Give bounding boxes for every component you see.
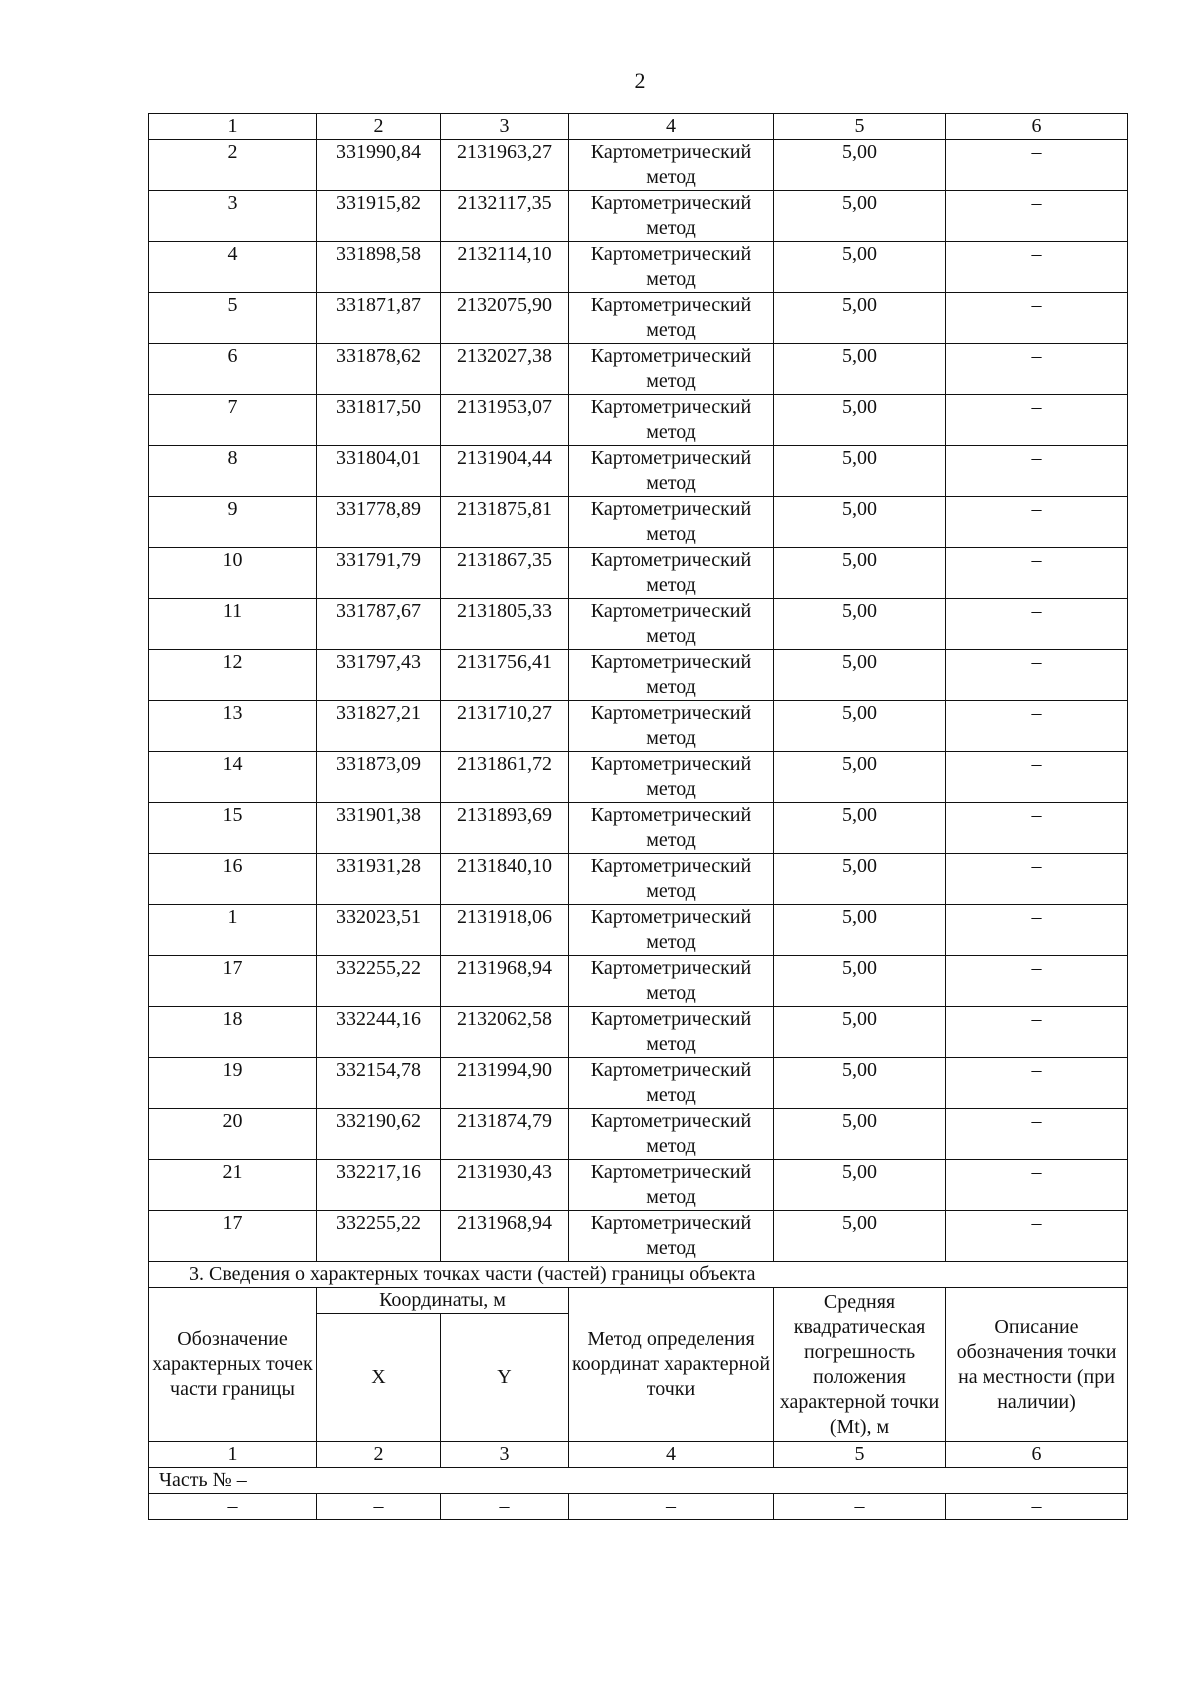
x-coordinate-cell: 331804,01 <box>317 446 441 497</box>
mt-cell: 5,00 <box>774 905 946 956</box>
point-number-cell: 20 <box>149 1109 317 1160</box>
description-cell: – <box>946 293 1128 344</box>
description-cell: – <box>946 905 1128 956</box>
y-coordinate-cell: 2131840,10 <box>441 854 569 905</box>
point-number-cell: 18 <box>149 1007 317 1058</box>
table-row <box>149 140 1128 191</box>
method-cell: Картометрический метод <box>569 752 774 803</box>
x-coordinate-cell: 331797,43 <box>317 650 441 701</box>
method-cell: Картометрический метод <box>569 242 774 293</box>
header-x: X <box>317 1314 441 1442</box>
table-row <box>149 803 1128 854</box>
y-coordinate-cell: 2131710,27 <box>441 701 569 752</box>
mt-cell: 5,00 <box>774 293 946 344</box>
table-row <box>149 1109 1128 1160</box>
x-coordinate-cell: 331931,28 <box>317 854 441 905</box>
column-number: 2 <box>317 1442 441 1468</box>
column-number: 6 <box>946 1442 1128 1468</box>
point-number-cell: 14 <box>149 752 317 803</box>
x-coordinate-cell: 331915,82 <box>317 191 441 242</box>
y-coordinate-cell: 2132062,58 <box>441 1007 569 1058</box>
mt-cell: 5,00 <box>774 344 946 395</box>
point-number-cell: 11 <box>149 599 317 650</box>
mt-cell: 5,00 <box>774 446 946 497</box>
description-cell: – <box>946 599 1128 650</box>
point-number-cell: 12 <box>149 650 317 701</box>
table-row <box>149 344 1128 395</box>
mt-cell: 5,00 <box>774 548 946 599</box>
part-row <box>149 1468 1128 1494</box>
header-point-designation: Обозначение характерных точек части границы <box>149 1288 317 1442</box>
dash-cell: – <box>774 1494 946 1520</box>
table-row <box>149 1211 1128 1262</box>
y-coordinate-cell: 2131953,07 <box>441 395 569 446</box>
method-cell: Картометрический метод <box>569 395 774 446</box>
point-number-cell: 9 <box>149 497 317 548</box>
method-cell: Картометрический метод <box>569 293 774 344</box>
table-row <box>149 1058 1128 1109</box>
column-number: 4 <box>569 114 774 140</box>
method-cell: Картометрический метод <box>569 905 774 956</box>
method-cell: Картометрический метод <box>569 344 774 395</box>
x-coordinate-cell: 331990,84 <box>317 140 441 191</box>
table-row <box>149 395 1128 446</box>
description-cell: – <box>946 140 1128 191</box>
mt-cell: 5,00 <box>774 599 946 650</box>
method-cell: Картометрический метод <box>569 701 774 752</box>
mt-cell: 5,00 <box>774 1160 946 1211</box>
method-cell: Картометрический метод <box>569 446 774 497</box>
point-number-cell: 7 <box>149 395 317 446</box>
y-coordinate-cell: 2131930,43 <box>441 1160 569 1211</box>
point-number-cell: 3 <box>149 191 317 242</box>
description-cell: – <box>946 650 1128 701</box>
x-coordinate-cell: 331871,87 <box>317 293 441 344</box>
method-cell: Картометрический метод <box>569 497 774 548</box>
description-cell: – <box>946 395 1128 446</box>
point-number-cell: 4 <box>149 242 317 293</box>
y-coordinate-cell: 2131861,72 <box>441 752 569 803</box>
point-number-cell: 5 <box>149 293 317 344</box>
method-cell: Картометрический метод <box>569 956 774 1007</box>
table-row <box>149 752 1128 803</box>
column-number: 6 <box>946 114 1128 140</box>
mt-cell: 5,00 <box>774 1007 946 1058</box>
y-coordinate-cell: 2131867,35 <box>441 548 569 599</box>
method-cell: Картометрический метод <box>569 1058 774 1109</box>
method-cell: Картометрический метод <box>569 548 774 599</box>
mt-cell: 5,00 <box>774 242 946 293</box>
point-number-cell: 1 <box>149 905 317 956</box>
x-coordinate-cell: 332154,78 <box>317 1058 441 1109</box>
x-coordinate-cell: 332023,51 <box>317 905 441 956</box>
x-coordinate-cell: 332244,16 <box>317 1007 441 1058</box>
column-number: 5 <box>774 1442 946 1468</box>
table-row <box>149 293 1128 344</box>
section-3-title-row <box>149 1262 1128 1288</box>
table-row <box>149 242 1128 293</box>
y-coordinate-cell: 2131874,79 <box>441 1109 569 1160</box>
x-coordinate-cell: 331827,21 <box>317 701 441 752</box>
point-number-cell: 16 <box>149 854 317 905</box>
column-number: 3 <box>441 114 569 140</box>
method-cell: Картометрический метод <box>569 191 774 242</box>
header-mt: Средняя квадратическая погрешность положения характерной точки (Mt), м <box>774 1288 946 1442</box>
description-cell: – <box>946 497 1128 548</box>
table-row <box>149 956 1128 1007</box>
mt-cell: 5,00 <box>774 803 946 854</box>
mt-cell: 5,00 <box>774 752 946 803</box>
header-coordinates: Координаты, м <box>317 1288 569 1314</box>
description-cell: – <box>946 242 1128 293</box>
table-row <box>149 191 1128 242</box>
description-cell: – <box>946 446 1128 497</box>
method-cell: Картометрический метод <box>569 1109 774 1160</box>
table-row <box>149 650 1128 701</box>
mt-cell: 5,00 <box>774 497 946 548</box>
x-coordinate-cell: 331898,58 <box>317 242 441 293</box>
dash-cell: – <box>946 1494 1128 1520</box>
x-coordinate-cell: 332190,62 <box>317 1109 441 1160</box>
header-y: Y <box>441 1314 569 1442</box>
point-number-cell: 13 <box>149 701 317 752</box>
method-cell: Картометрический метод <box>569 1160 774 1211</box>
dash-cell: – <box>569 1494 774 1520</box>
dash-cell: – <box>441 1494 569 1520</box>
x-coordinate-cell: 331791,79 <box>317 548 441 599</box>
y-coordinate-cell: 2132117,35 <box>441 191 569 242</box>
page-number: 2 <box>634 68 646 93</box>
y-coordinate-cell: 2132114,10 <box>441 242 569 293</box>
mt-cell: 5,00 <box>774 1109 946 1160</box>
y-coordinate-cell: 2131875,81 <box>441 497 569 548</box>
point-number-cell: 15 <box>149 803 317 854</box>
description-cell: – <box>946 854 1128 905</box>
y-coordinate-cell: 2132075,90 <box>441 293 569 344</box>
x-coordinate-cell: 332217,16 <box>317 1160 441 1211</box>
column-number: 3 <box>441 1442 569 1468</box>
column-number: 4 <box>569 1442 774 1468</box>
description-cell: – <box>946 1211 1128 1262</box>
x-coordinate-cell: 331817,50 <box>317 395 441 446</box>
description-cell: – <box>946 752 1128 803</box>
x-coordinate-cell: 331878,62 <box>317 344 441 395</box>
description-cell: – <box>946 1007 1128 1058</box>
table-row <box>149 548 1128 599</box>
description-cell: – <box>946 548 1128 599</box>
description-cell: – <box>946 1160 1128 1211</box>
y-coordinate-cell: 2131918,06 <box>441 905 569 956</box>
point-number-cell: 8 <box>149 446 317 497</box>
mt-cell: 5,00 <box>774 701 946 752</box>
dash-cell: – <box>317 1494 441 1520</box>
mt-cell: 5,00 <box>774 1211 946 1262</box>
section-3-title: 3. Сведения о характерных точках части (частей) границы объекта <box>149 1262 1128 1288</box>
x-coordinate-cell: 331787,67 <box>317 599 441 650</box>
x-coordinate-cell: 331901,38 <box>317 803 441 854</box>
part-label: Часть № – <box>149 1468 1128 1494</box>
y-coordinate-cell: 2131893,69 <box>441 803 569 854</box>
y-coordinate-cell: 2131805,33 <box>441 599 569 650</box>
point-number-cell: 10 <box>149 548 317 599</box>
table-row <box>149 905 1128 956</box>
point-number-cell: 17 <box>149 1211 317 1262</box>
method-cell: Картометрический метод <box>569 1007 774 1058</box>
point-number-cell: 17 <box>149 956 317 1007</box>
x-coordinate-cell: 332255,22 <box>317 1211 441 1262</box>
point-number-cell: 19 <box>149 1058 317 1109</box>
x-coordinate-cell: 331778,89 <box>317 497 441 548</box>
method-cell: Картометрический метод <box>569 599 774 650</box>
y-coordinate-cell: 2132027,38 <box>441 344 569 395</box>
dash-cell: – <box>149 1494 317 1520</box>
column-number: 2 <box>317 114 441 140</box>
table-row <box>149 701 1128 752</box>
header-method: Метод определения координат характерной точки <box>569 1288 774 1442</box>
header-description: Описание обозначения точки на местности (при наличии) <box>946 1288 1128 1442</box>
mt-cell: 5,00 <box>774 191 946 242</box>
characteristic-points-table <box>148 113 1128 1520</box>
y-coordinate-cell: 2131968,94 <box>441 956 569 1007</box>
point-number-cell: 21 <box>149 1160 317 1211</box>
mt-cell: 5,00 <box>774 650 946 701</box>
description-cell: – <box>946 701 1128 752</box>
table-row <box>149 446 1128 497</box>
table-row <box>149 854 1128 905</box>
section-3-header-row <box>149 1288 1128 1314</box>
mt-cell: 5,00 <box>774 140 946 191</box>
y-coordinate-cell: 2131756,41 <box>441 650 569 701</box>
point-number-cell: 6 <box>149 344 317 395</box>
y-coordinate-cell: 2131904,44 <box>441 446 569 497</box>
description-cell: – <box>946 1109 1128 1160</box>
method-cell: Картометрический метод <box>569 854 774 905</box>
section-3-column-number-row <box>149 1442 1128 1468</box>
y-coordinate-cell: 2131963,27 <box>441 140 569 191</box>
point-number-cell: 2 <box>149 140 317 191</box>
mt-cell: 5,00 <box>774 395 946 446</box>
mt-cell: 5,00 <box>774 1058 946 1109</box>
description-cell: – <box>946 1058 1128 1109</box>
column-number: 1 <box>149 114 317 140</box>
method-cell: Картометрический метод <box>569 140 774 191</box>
method-cell: Картометрический метод <box>569 803 774 854</box>
table-row <box>149 599 1128 650</box>
table-row <box>149 1160 1128 1211</box>
x-coordinate-cell: 331873,09 <box>317 752 441 803</box>
column-number: 5 <box>774 114 946 140</box>
x-coordinate-cell: 332255,22 <box>317 956 441 1007</box>
y-coordinate-cell: 2131994,90 <box>441 1058 569 1109</box>
table-row <box>149 497 1128 548</box>
mt-cell: 5,00 <box>774 956 946 1007</box>
empty-part-row <box>149 1494 1128 1520</box>
table-row <box>149 1007 1128 1058</box>
description-cell: – <box>946 344 1128 395</box>
column-number: 1 <box>149 1442 317 1468</box>
y-coordinate-cell: 2131968,94 <box>441 1211 569 1262</box>
mt-cell: 5,00 <box>774 854 946 905</box>
column-number-row <box>149 114 1128 140</box>
description-cell: – <box>946 956 1128 1007</box>
method-cell: Картометрический метод <box>569 1211 774 1262</box>
method-cell: Картометрический метод <box>569 650 774 701</box>
description-cell: – <box>946 191 1128 242</box>
description-cell: – <box>946 803 1128 854</box>
